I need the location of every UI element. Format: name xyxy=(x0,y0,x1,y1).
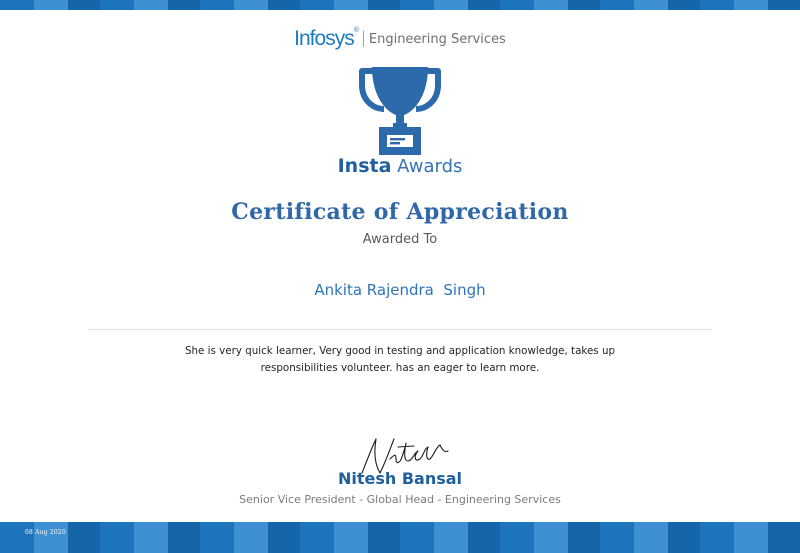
signatory-designation: Senior Vice President - Global Head - Engineering Services xyxy=(239,493,561,506)
trophy-icon xyxy=(357,65,443,157)
issue-date: 08 Aug 2020 xyxy=(25,529,66,536)
certificate-title: Certificate of Appreciation xyxy=(231,199,569,225)
brand-name: Infosys xyxy=(294,27,354,50)
infosys-logo xyxy=(294,27,359,51)
citation-text: She is very quick learner, Very good in testing and application knowledge, takes up responsibilities volunteer. has an eager to learn more. xyxy=(184,345,616,374)
division-name: Engineering Services xyxy=(368,31,506,47)
logo-divider xyxy=(363,31,364,47)
divider-line xyxy=(88,329,712,330)
top-decorative-strip xyxy=(0,0,800,10)
award-name-bold: Insta xyxy=(337,155,392,177)
award-program-title xyxy=(0,155,800,177)
bottom-decorative-strip xyxy=(0,522,800,553)
award-name-light: Awards xyxy=(391,156,463,177)
awarded-to-label: Awarded To xyxy=(362,232,438,247)
header xyxy=(0,27,800,51)
signatory-name: Nitesh Bansal xyxy=(337,469,463,488)
recipient-name: Ankita Rajendra Singh xyxy=(314,281,486,299)
registered-mark: ® xyxy=(353,27,359,34)
